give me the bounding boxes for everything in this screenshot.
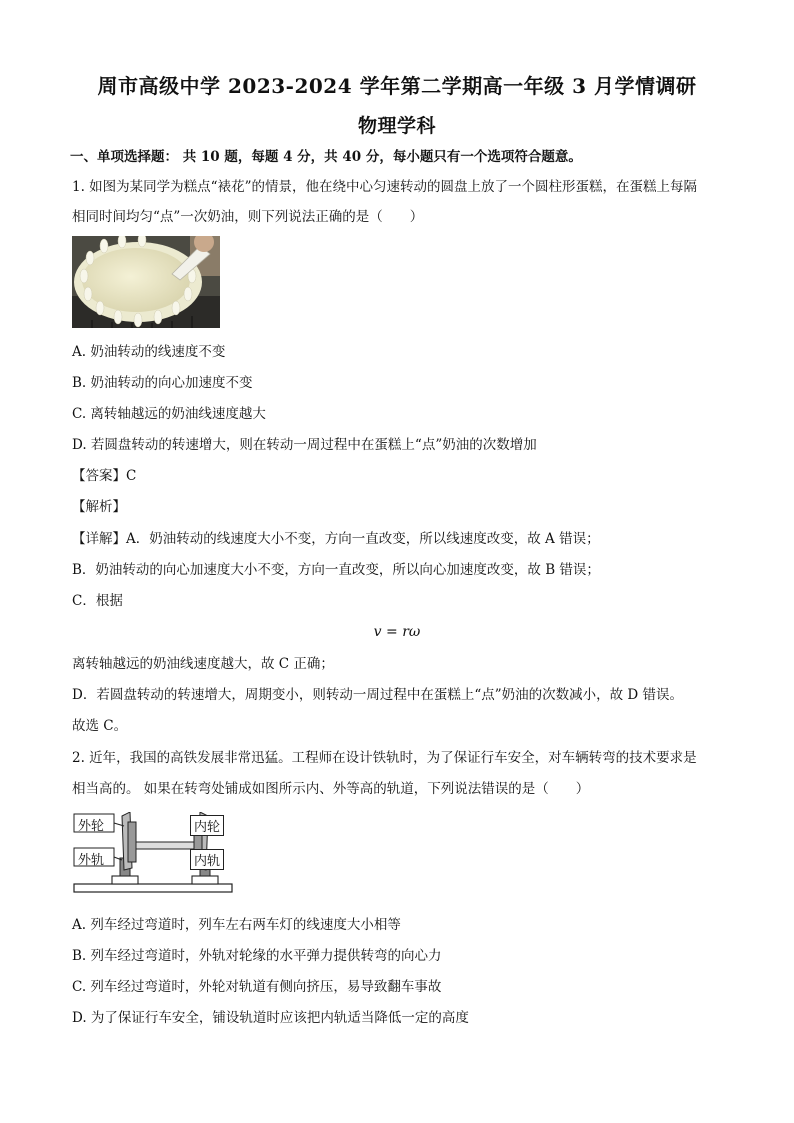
rail-diagram — [72, 812, 234, 894]
q2-option-c: C. 列车经过弯道时，外轮对轨道有侧向挤压，易导致翻车事故 — [72, 979, 442, 995]
q1-final-choice: 故选 C。 — [72, 718, 128, 734]
q1-stem-line1: 1. 如图为某同学为糕点“裱花”的情景，他在绕中心匀速转动的圆盘上放了一个圆柱形蛋糕，在蛋糕上每隔 — [72, 179, 697, 195]
label-inner-rail: 内轨 — [190, 849, 224, 870]
q1-analysis-label: 【解析】 — [72, 499, 126, 515]
q1-answer: 【答案】C — [72, 468, 137, 484]
q1-option-c: C. 离转轴越远的奶油线速度越大 — [72, 406, 266, 422]
cake-decorating-photo — [72, 236, 220, 328]
label-outer-wheel: 外轮 — [78, 819, 105, 834]
q1-detail-a: 【详解】A．奶油转动的线速度大小不变，方向一直改变，所以线速度改变，故 A 错误； — [72, 531, 600, 547]
label-inner-wheel: 内轮 — [190, 815, 224, 836]
q2-option-a: A. 列车经过弯道时，列车左右两车灯的线速度大小相等 — [72, 917, 401, 933]
q2-option-d: D. 为了保证行车安全，铺设轨道时应该把内轨适当降低一定的高度 — [72, 1010, 469, 1026]
q1-formula: v = rω — [373, 624, 421, 640]
subject-title: 物理学科 — [357, 115, 436, 137]
page-title: 周市高级中学 2023-2024 学年第二学期高一年级 3 月学情调研 — [97, 74, 697, 98]
q1-option-d: D. 若圆盘转动的转速增大，则在转动一周过程中在蛋糕上“点”奶油的次数增加 — [72, 437, 537, 453]
q2-stem-line1: 2. 近年，我国的高铁发展非常迅猛。工程师在设计铁轨时，为了保证行车安全，对车辆转弯的技术要求是 — [72, 750, 697, 766]
q2-stem-line2: 相当高的。 如果在转弯处铺成如图所示内、外等高的轨道，下列说法错误的是（ ） — [72, 781, 590, 797]
q1-detail-b: B．奶油转动的向心加速度大小不变，方向一直改变，所以向心加速度改变，故 B 错误； — [72, 562, 600, 578]
q2-option-b: B. 列车经过弯道时，外轨对轮缘的水平弹力提供转弯的向心力 — [72, 948, 442, 964]
q1-stem-line2: 相同时间均匀“点”一次奶油，则下列说法正确的是（ ） — [72, 209, 424, 225]
q1-option-a: A. 奶油转动的线速度不变 — [72, 344, 226, 360]
q1-detail-c: C．根据 — [72, 593, 123, 609]
section-heading: 一、单项选择题： 共 10 题，每题 4 分，共 40 分，每小题只有一个选项符合题意。 — [70, 149, 582, 165]
q1-detail-d: D．若圆盘转动的转速增大，周期变小，则转动一周过程中在蛋糕上“点”奶油的次数减小，故 D 错误。 — [72, 687, 684, 703]
label-outer-rail: 外轨 — [78, 853, 105, 868]
q1-detail-c-conclusion: 离转轴越远的奶油线速度越大，故 C 正确； — [72, 656, 334, 672]
q1-option-b: B. 奶油转动的向心加速度不变 — [72, 375, 253, 391]
